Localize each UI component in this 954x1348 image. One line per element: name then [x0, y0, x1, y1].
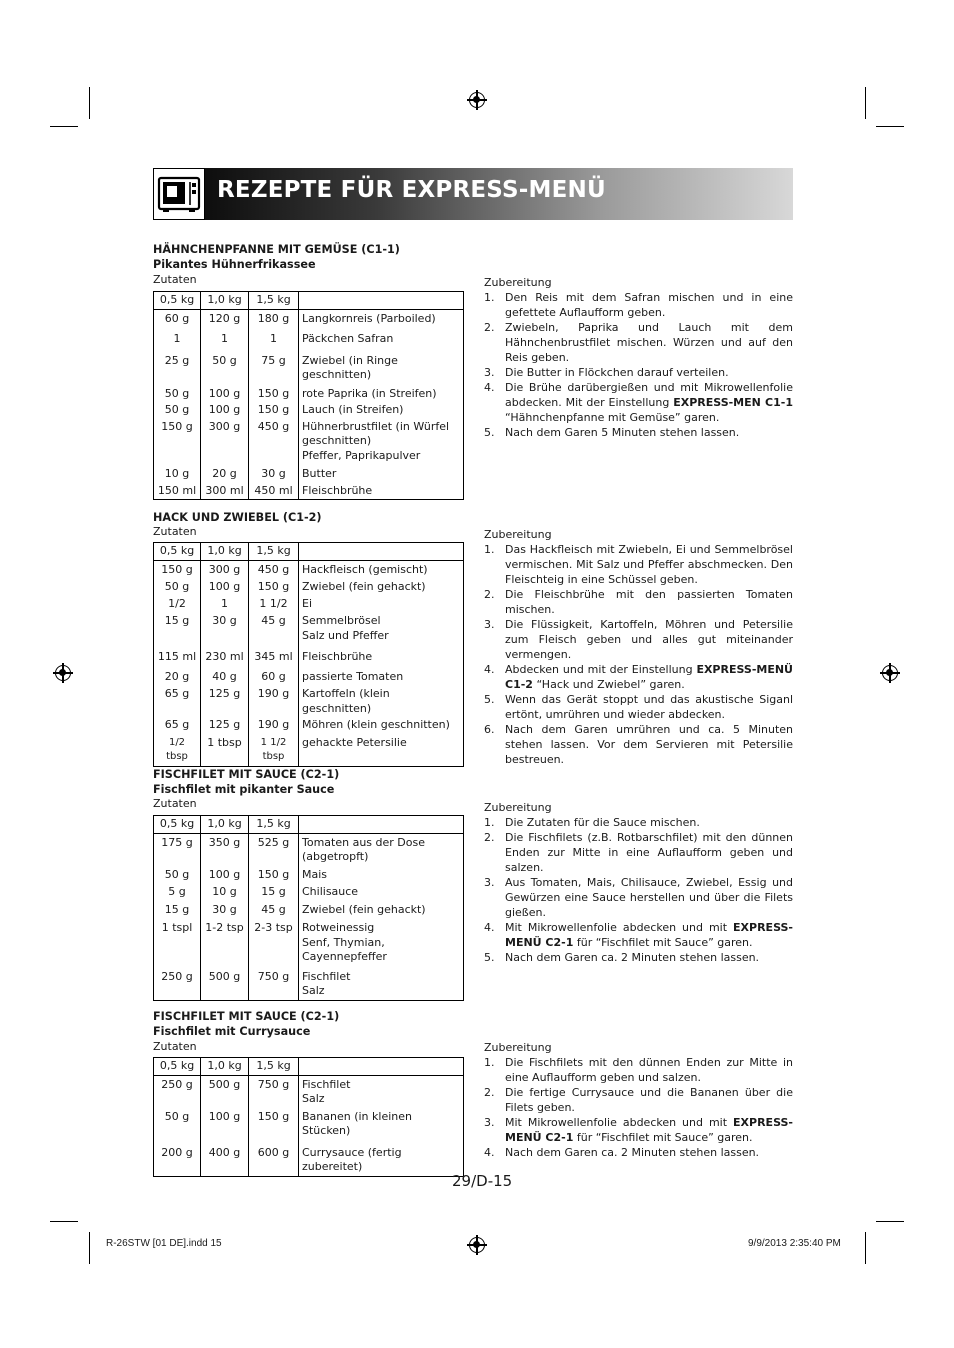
- quantity-cell: 1 tspl: [154, 917, 201, 965]
- column-header-blank: [299, 1058, 464, 1076]
- quantity-cell: 230 ml: [201, 643, 249, 665]
- quantity-cell: 45 g: [249, 611, 299, 643]
- crop-mark: [89, 87, 90, 119]
- ingredient-cell: Langkornreis (Parboiled): [299, 309, 464, 326]
- quantity-cell: 200 g: [154, 1139, 201, 1177]
- steps-list: [484, 815, 793, 965]
- ingredient-cell: Lauch (in Streifen): [299, 401, 464, 418]
- step-text: Das Hackfleisch mit Zwiebeln, Ei und Semmelbrösel vermischen. Mit Salz und Pfeffer abschmecken. Den Fleischteig in eine Schüssel geben.: [505, 543, 793, 586]
- quantity-cell: 250 g: [154, 1075, 201, 1107]
- step-item: [484, 587, 793, 617]
- quantity-cell: 20 g: [154, 665, 201, 685]
- ingredient-cell: Zwiebel (fein gehackt): [299, 900, 464, 918]
- ingredient-cell: Rotweinessig Senf, Thymian, Cayennepfeffer: [299, 917, 464, 965]
- step-text: Die Brühe darübergießen und mit Mikrowellenfolie abdecken. Mit der Einstellung: [505, 381, 793, 409]
- quantity-cell: 150 g: [249, 1107, 299, 1139]
- step-item: [484, 1115, 793, 1145]
- page-title: REZEPTE FÜR EXPRESS-MENÜ: [217, 177, 606, 203]
- table-row: [154, 865, 464, 883]
- step-setting: EXPRESS-MENÜ C1-2: [505, 663, 793, 691]
- step-text: Wenn das Gerät stoppt und das akustische Siganl ertönt, umrühren und wieder abdecken.: [505, 693, 793, 721]
- step-text: Die Fischfilets (z.B. Rotbarschfilet) mit den dünnen Enden zur Mitte in eine Auflaufform geben und salzen.: [505, 831, 793, 874]
- quantity-cell: 60 g: [249, 665, 299, 685]
- quantity-cell: 115 ml: [154, 643, 201, 665]
- quantity-cell: 1 tbsp: [201, 733, 249, 767]
- step-item: [484, 950, 793, 965]
- step-number: 3.: [484, 1116, 495, 1129]
- steps-list: [484, 1055, 793, 1160]
- ingredients-table: [153, 291, 464, 500]
- ingredients-table: [153, 1057, 464, 1177]
- step-item: [484, 692, 793, 722]
- step-number: 5.: [484, 951, 495, 964]
- table-header-row: [154, 816, 464, 834]
- table-row: [154, 1107, 464, 1139]
- quantity-cell: 450 ml: [249, 482, 299, 500]
- quantity-cell: 5 g: [154, 882, 201, 900]
- crop-mark: [89, 1232, 90, 1264]
- table-row: [154, 643, 464, 665]
- step-text: Aus Tomaten, Mais, Chilisauce, Zwiebel, Essig und Gewürzen eine Sauce herstellen und über die Filets gießen.: [505, 876, 793, 919]
- quantity-cell: 300 ml: [201, 482, 249, 500]
- table-row: [154, 611, 464, 643]
- column-header: 1,0 kg: [201, 816, 249, 834]
- quantity-cell: 1: [201, 326, 249, 347]
- table-row: [154, 917, 464, 965]
- ingredient-cell: Semmelbrösel Salz und Pfeffer: [299, 611, 464, 643]
- column-header: 1,0 kg: [201, 543, 249, 561]
- quantity-cell: 120 g: [201, 309, 249, 326]
- quantity-cell: 500 g: [201, 1075, 249, 1107]
- table-row: [154, 326, 464, 347]
- quantity-cell: 15 g: [154, 900, 201, 918]
- quantity-cell: 125 g: [201, 716, 249, 733]
- ingredient-cell: passierte Tomaten: [299, 665, 464, 685]
- step-number: 2.: [484, 1086, 495, 1099]
- table-row: [154, 733, 464, 767]
- quantity-cell: 100 g: [201, 1107, 249, 1139]
- step-number: 1.: [484, 816, 495, 829]
- step-item: [484, 320, 793, 365]
- quantity-cell: 300 g: [201, 560, 249, 577]
- step-text: Nach dem Garen umrühren und ca. 5 Minuten stehen lassen. Vor dem Servieren mit Petersilie bestreuen.: [505, 723, 793, 766]
- ingredient-cell: Hackfleisch (gemischt): [299, 560, 464, 577]
- step-text: Nach dem Garen ca. 2 Minuten stehen lassen.: [505, 951, 760, 964]
- quantity-cell: 65 g: [154, 684, 201, 716]
- step-item: [484, 815, 793, 830]
- quantity-cell: 150 g: [249, 401, 299, 418]
- ingredient-cell: Fleischbrühe: [299, 643, 464, 665]
- quantity-cell: 1: [154, 326, 201, 347]
- quantity-cell: 180 g: [249, 309, 299, 326]
- quantity-cell: 100 g: [201, 865, 249, 883]
- quantity-cell: 10 g: [201, 882, 249, 900]
- quantity-cell: 150 g: [249, 383, 299, 402]
- step-item: [484, 617, 793, 662]
- quantity-cell: 300 g: [201, 418, 249, 464]
- table-row: [154, 1075, 464, 1107]
- quantity-cell: 345 ml: [249, 643, 299, 665]
- registration-mark-icon: [469, 1237, 485, 1253]
- quantity-cell: 525 g: [249, 833, 299, 865]
- column-header-blank: [299, 543, 464, 561]
- step-item: [484, 1145, 793, 1160]
- step-item: [484, 920, 793, 950]
- ingredients-table: [153, 542, 464, 767]
- ingredient-cell: Möhren (klein geschnitten): [299, 716, 464, 733]
- step-text: “Hähnchenpfanne mit Gemüse” garen.: [505, 411, 720, 424]
- column-header: 1,5 kg: [249, 543, 299, 561]
- column-header: 1,5 kg: [249, 292, 299, 310]
- steps-list: [484, 290, 793, 440]
- column-header: 1,5 kg: [249, 816, 299, 834]
- step-number: 1.: [484, 1056, 495, 1069]
- quantity-cell: 100 g: [201, 401, 249, 418]
- column-header: 1,5 kg: [249, 1058, 299, 1076]
- section-header: [153, 168, 793, 220]
- table-row: [154, 716, 464, 733]
- ingredient-cell: Tomaten aus der Dose (abgetropft): [299, 833, 464, 865]
- quantity-cell: 250 g: [154, 965, 201, 1001]
- step-number: 2.: [484, 321, 495, 334]
- table-row: [154, 577, 464, 595]
- ingredient-cell: Mais: [299, 865, 464, 883]
- quantity-cell: 190 g: [249, 684, 299, 716]
- ingredient-cell: Bananen (in kleinen Stücken): [299, 1107, 464, 1139]
- quantity-cell: 150 g: [249, 577, 299, 595]
- step-number: 3.: [484, 618, 495, 631]
- step-number: 6.: [484, 723, 495, 736]
- table-row: [154, 684, 464, 716]
- step-text: Die Butter in Flöckchen darauf verteilen.: [505, 366, 729, 379]
- crop-mark: [876, 1221, 904, 1222]
- quantity-cell: 15 g: [154, 611, 201, 643]
- quantity-cell: 1 1/2 tbsp: [249, 733, 299, 767]
- quantity-cell: 65 g: [154, 716, 201, 733]
- table-header-row: [154, 292, 464, 310]
- quantity-cell: 50 g: [201, 347, 249, 383]
- microwave-icon: [153, 168, 205, 220]
- column-header: 1,0 kg: [201, 292, 249, 310]
- zubereitung-label: Zubereitung: [484, 276, 552, 289]
- zubereitung-label: Zubereitung: [484, 528, 552, 541]
- quantity-cell: 1/2: [154, 595, 201, 612]
- ingredients-table: [153, 815, 464, 1001]
- table-row: [154, 383, 464, 402]
- quantity-cell: 50 g: [154, 401, 201, 418]
- step-text: Die Zutaten für die Sauce mischen.: [505, 816, 700, 829]
- step-number: 3.: [484, 366, 495, 379]
- recipe-subtitle: Pikantes Hühnerfrikassee: [153, 258, 316, 271]
- quantity-cell: 45 g: [249, 900, 299, 918]
- step-number: 4.: [484, 1146, 495, 1159]
- step-text: Nach dem Garen ca. 2 Minuten stehen lassen.: [505, 1146, 760, 1159]
- recipe-title: HACK UND ZWIEBEL (C1-2): [153, 511, 322, 524]
- table-row: [154, 418, 464, 464]
- column-header: 0,5 kg: [154, 816, 201, 834]
- column-header: 0,5 kg: [154, 292, 201, 310]
- step-item: [484, 542, 793, 587]
- ingredient-cell: Fleischbrühe: [299, 482, 464, 500]
- step-item: [484, 875, 793, 920]
- quantity-cell: 25 g: [154, 347, 201, 383]
- quantity-cell: 150 ml: [154, 482, 201, 500]
- quantity-cell: 150 g: [154, 560, 201, 577]
- quantity-cell: 450 g: [249, 560, 299, 577]
- crop-mark: [865, 1232, 866, 1264]
- step-number: 3.: [484, 876, 495, 889]
- recipe-subtitle: Fischfilet mit pikanter Sauce: [153, 783, 335, 796]
- table-row: [154, 882, 464, 900]
- step-setting: EXPRESS-MENÜ C2-1: [505, 1116, 793, 1144]
- step-number: 2.: [484, 588, 495, 601]
- table-row: [154, 560, 464, 577]
- step-item: [484, 425, 793, 440]
- step-item: [484, 1055, 793, 1085]
- step-setting: EXPRESS-MENÜ C2-1: [505, 921, 793, 949]
- table-row: [154, 482, 464, 500]
- registration-mark-icon: [55, 665, 71, 681]
- step-text: für “Fischfilet mit Sauce” garen.: [573, 936, 753, 949]
- quantity-cell: 125 g: [201, 684, 249, 716]
- quantity-cell: 2-3 tsp: [249, 917, 299, 965]
- column-header: 1,0 kg: [201, 1058, 249, 1076]
- recipe-title: FISCHFILET MIT SAUCE (C2-1) Fischfilet mit Currysauce: [153, 1010, 340, 1038]
- quantity-cell: 350 g: [201, 833, 249, 865]
- table-row: [154, 1139, 464, 1177]
- quantity-cell: 50 g: [154, 577, 201, 595]
- quantity-cell: 750 g: [249, 965, 299, 1001]
- step-text: “Hack und Zwiebel” garen.: [532, 678, 685, 691]
- quantity-cell: 30 g: [201, 900, 249, 918]
- quantity-cell: 500 g: [201, 965, 249, 1001]
- step-item: [484, 830, 793, 875]
- quantity-cell: 450 g: [249, 418, 299, 464]
- step-number: 4.: [484, 381, 495, 394]
- step-number: 5.: [484, 693, 495, 706]
- step-text: Abdecken und mit der Einstellung: [505, 663, 697, 676]
- quantity-cell: 190 g: [249, 716, 299, 733]
- table-row: [154, 401, 464, 418]
- step-number: 2.: [484, 831, 495, 844]
- ingredient-cell: rote Paprika (in Streifen): [299, 383, 464, 402]
- recipe-title: HÄHNCHENPFANNE MIT GEMÜSE (C1-1) Pikantes Hühnerfrikassee: [153, 243, 400, 271]
- table-row: [154, 833, 464, 865]
- footer-filename: R-26STW [01 DE].indd 15: [106, 1238, 222, 1249]
- preparation-steps: [484, 275, 793, 440]
- page-number: 29/D-15: [452, 1172, 513, 1190]
- quantity-cell: 400 g: [201, 1139, 249, 1177]
- quantity-cell: 1-2 tsp: [201, 917, 249, 965]
- quantity-cell: 30 g: [201, 611, 249, 643]
- table-row: [154, 463, 464, 482]
- quantity-cell: 20 g: [201, 463, 249, 482]
- quantity-cell: 750 g: [249, 1075, 299, 1107]
- ingredient-cell: Ei: [299, 595, 464, 612]
- quantity-cell: 150 g: [249, 865, 299, 883]
- zutaten-label: Zutaten: [153, 525, 197, 538]
- column-header-blank: [299, 816, 464, 834]
- quantity-cell: 50 g: [154, 383, 201, 402]
- step-text: Die Flüssigkeit, Kartoffeln, Möhren und Petersilie zum Fleisch geben und alles gut miteinander vermengen.: [505, 618, 793, 661]
- quantity-cell: 60 g: [154, 309, 201, 326]
- column-header: 0,5 kg: [154, 1058, 201, 1076]
- crop-mark: [876, 126, 904, 127]
- ingredient-cell: Chilisauce: [299, 882, 464, 900]
- step-text: Die Fleischbrühe mit den passierten Tomaten mischen.: [505, 588, 793, 616]
- quantity-cell: 1/2 tbsp: [154, 733, 201, 767]
- quantity-cell: 600 g: [249, 1139, 299, 1177]
- column-header: 0,5 kg: [154, 543, 201, 561]
- recipe-title: FISCHFILET MIT SAUCE (C2-1) Fischfilet mit pikanter Sauce: [153, 768, 340, 796]
- ingredient-cell: Butter: [299, 463, 464, 482]
- table-header-row: [154, 1058, 464, 1076]
- registration-mark-icon: [882, 665, 898, 681]
- footer-timestamp: 9/9/2013 2:35:40 PM: [748, 1238, 841, 1249]
- quantity-cell: 175 g: [154, 833, 201, 865]
- quantity-cell: 10 g: [154, 463, 201, 482]
- registration-mark-icon: [469, 92, 485, 108]
- quantity-cell: 50 g: [154, 865, 201, 883]
- quantity-cell: 75 g: [249, 347, 299, 383]
- table-row: [154, 900, 464, 918]
- step-number: 1.: [484, 543, 495, 556]
- quantity-cell: 150 g: [154, 418, 201, 464]
- ingredient-cell: Zwiebel (in Ringe geschnitten): [299, 347, 464, 383]
- ingredient-cell: gehackte Petersilie: [299, 733, 464, 767]
- step-text: Die Fischfilets mit den dünnen Enden zur Mitte in eine Auflaufform geben und salzen.: [505, 1056, 793, 1084]
- step-text: Die fertige Currysauce und die Bananen über die Filets geben.: [505, 1086, 793, 1114]
- step-text: Den Reis mit dem Safran mischen und in eine gefettete Auflaufform geben.: [505, 291, 793, 319]
- table-header-row: [154, 543, 464, 561]
- ingredient-cell: Zwiebel (fein gehackt): [299, 577, 464, 595]
- quantity-cell: 1: [249, 326, 299, 347]
- steps-list: [484, 542, 793, 767]
- quantity-cell: 30 g: [249, 463, 299, 482]
- step-number: 4.: [484, 921, 495, 934]
- quantity-cell: 40 g: [201, 665, 249, 685]
- step-number: 1.: [484, 291, 495, 304]
- zutaten-label: Zutaten: [153, 1040, 197, 1053]
- ingredient-cell: Currysauce (fertig zubereitet): [299, 1139, 464, 1177]
- ingredient-cell: Fischfilet Salz: [299, 1075, 464, 1107]
- quantity-cell: 1 1/2: [249, 595, 299, 612]
- crop-mark: [865, 87, 866, 119]
- quantity-cell: 50 g: [154, 1107, 201, 1139]
- table-row: [154, 595, 464, 612]
- step-text: Zwiebeln, Paprika und Lauch mit dem Hähnchenbrustfilet mischen. Würzen und auf den Reis geben.: [505, 321, 793, 364]
- crop-mark: [50, 126, 78, 127]
- step-item: [484, 380, 793, 425]
- preparation-steps: [484, 800, 793, 965]
- quantity-cell: 15 g: [249, 882, 299, 900]
- quantity-cell: 100 g: [201, 577, 249, 595]
- step-item: [484, 365, 793, 380]
- ingredient-cell: Fischfilet Salz: [299, 965, 464, 1001]
- zubereitung-label: Zubereitung: [484, 801, 552, 814]
- step-number: 5.: [484, 426, 495, 439]
- ingredient-cell: Hühnerbrustfilet (in Würfel geschnitten) Pfeffer, Paprikapulver: [299, 418, 464, 464]
- ingredient-cell: Kartoffeln (klein geschnitten): [299, 684, 464, 716]
- step-text: Mit Mikrowellenfolie abdecken und mit: [505, 1116, 734, 1129]
- quantity-cell: 1: [201, 595, 249, 612]
- step-item: [484, 290, 793, 320]
- step-item: [484, 722, 793, 767]
- table-row: [154, 665, 464, 685]
- step-number: 4.: [484, 663, 495, 676]
- table-row: [154, 309, 464, 326]
- step-setting: EXPRESS-MEN C1-1: [673, 396, 793, 409]
- zubereitung-label: Zubereitung: [484, 1041, 552, 1054]
- preparation-steps: [484, 1040, 793, 1160]
- ingredient-cell: Päckchen Safran: [299, 326, 464, 347]
- step-item: [484, 1085, 793, 1115]
- preparation-steps: [484, 527, 793, 767]
- step-item: [484, 662, 793, 692]
- column-header-blank: [299, 292, 464, 310]
- step-text: Mit Mikrowellenfolie abdecken und mit: [505, 921, 734, 934]
- table-row: [154, 965, 464, 1001]
- zutaten-label: Zutaten: [153, 797, 197, 810]
- table-row: [154, 347, 464, 383]
- recipe-subtitle: Fischfilet mit Currysauce: [153, 1025, 311, 1038]
- step-text: Nach dem Garen 5 Minuten stehen lassen.: [505, 426, 740, 439]
- zutaten-label: Zutaten: [153, 273, 197, 286]
- crop-mark: [50, 1221, 78, 1222]
- step-text: für “Fischfilet mit Sauce” garen.: [573, 1131, 753, 1144]
- quantity-cell: 100 g: [201, 383, 249, 402]
